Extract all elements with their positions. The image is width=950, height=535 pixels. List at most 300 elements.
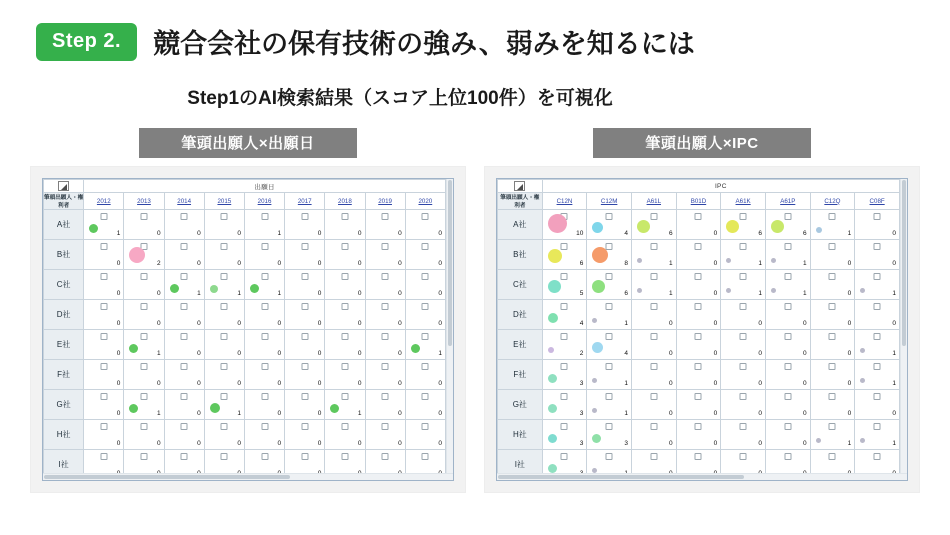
matrix-window[interactable]: [496, 178, 908, 481]
cell-checkbox[interactable]: [695, 363, 702, 370]
column-header[interactable]: 2013: [124, 193, 164, 210]
matrix-cell[interactable]: [721, 210, 766, 240]
matrix-cell[interactable]: [676, 300, 721, 330]
cell-checkbox[interactable]: [261, 333, 268, 340]
matrix-cell[interactable]: [855, 240, 900, 270]
cell-checkbox[interactable]: [100, 243, 107, 250]
matrix-cell[interactable]: [325, 390, 365, 420]
cell-checkbox[interactable]: [181, 213, 188, 220]
cell-checkbox[interactable]: [341, 243, 348, 250]
cell-checkbox[interactable]: [740, 333, 747, 340]
cell-checkbox[interactable]: [100, 333, 107, 340]
cell-checkbox[interactable]: [301, 303, 308, 310]
cell-checkbox[interactable]: [784, 363, 791, 370]
matrix-cell[interactable]: [810, 360, 855, 390]
cell-checkbox[interactable]: [740, 213, 747, 220]
matrix-cell[interactable]: [365, 210, 405, 240]
expand-icon[interactable]: [58, 181, 69, 191]
cell-checkbox[interactable]: [181, 453, 188, 460]
cell-checkbox[interactable]: [100, 273, 107, 280]
cell-checkbox[interactable]: [561, 333, 568, 340]
matrix-cell[interactable]: [244, 330, 284, 360]
expand-cell[interactable]: [44, 180, 84, 193]
cell-checkbox[interactable]: [784, 393, 791, 400]
matrix-cell[interactable]: [631, 390, 676, 420]
matrix-window[interactable]: [42, 178, 454, 481]
cell-checkbox[interactable]: [650, 243, 657, 250]
matrix-cell[interactable]: [124, 210, 164, 240]
column-header[interactable]: 2014: [164, 193, 204, 210]
row-label[interactable]: I社: [498, 450, 543, 480]
cell-checkbox[interactable]: [695, 453, 702, 460]
column-header[interactable]: C12Q: [810, 193, 855, 210]
cell-checkbox[interactable]: [341, 303, 348, 310]
cell-checkbox[interactable]: [301, 423, 308, 430]
cell-checkbox[interactable]: [606, 243, 613, 250]
matrix-cell[interactable]: [405, 390, 445, 420]
row-label[interactable]: H社: [44, 420, 84, 450]
cell-checkbox[interactable]: [784, 333, 791, 340]
column-header[interactable]: 2012: [84, 193, 124, 210]
expand-cell[interactable]: [498, 180, 543, 193]
cell-checkbox[interactable]: [181, 363, 188, 370]
matrix-cell[interactable]: [204, 420, 244, 450]
matrix-cell[interactable]: [84, 300, 124, 330]
cell-checkbox[interactable]: [606, 273, 613, 280]
matrix-cell[interactable]: [405, 360, 445, 390]
matrix-cell[interactable]: [631, 330, 676, 360]
cell-checkbox[interactable]: [695, 333, 702, 340]
matrix-cell[interactable]: [810, 300, 855, 330]
row-label[interactable]: B社: [498, 240, 543, 270]
matrix-cell[interactable]: [244, 240, 284, 270]
cell-checkbox[interactable]: [561, 453, 568, 460]
cell-checkbox[interactable]: [140, 333, 147, 340]
cell-checkbox[interactable]: [181, 423, 188, 430]
matrix-cell[interactable]: [765, 210, 810, 240]
cell-checkbox[interactable]: [422, 363, 429, 370]
matrix-cell[interactable]: [765, 240, 810, 270]
cell-checkbox[interactable]: [221, 333, 228, 340]
cell-checkbox[interactable]: [261, 213, 268, 220]
cell-checkbox[interactable]: [695, 393, 702, 400]
matrix-cell[interactable]: [721, 390, 766, 420]
matrix-cell[interactable]: [405, 240, 445, 270]
cell-checkbox[interactable]: [341, 273, 348, 280]
matrix-cell[interactable]: [676, 270, 721, 300]
cell-checkbox[interactable]: [829, 423, 836, 430]
cell-checkbox[interactable]: [606, 363, 613, 370]
horizontal-scrollbar[interactable]: [43, 473, 453, 480]
cell-checkbox[interactable]: [561, 363, 568, 370]
cell-checkbox[interactable]: [829, 303, 836, 310]
matrix-cell[interactable]: [587, 300, 632, 330]
cell-checkbox[interactable]: [784, 213, 791, 220]
row-label[interactable]: C社: [498, 270, 543, 300]
cell-checkbox[interactable]: [740, 393, 747, 400]
cell-checkbox[interactable]: [784, 423, 791, 430]
cell-checkbox[interactable]: [606, 423, 613, 430]
cell-checkbox[interactable]: [829, 453, 836, 460]
cell-checkbox[interactable]: [221, 423, 228, 430]
cell-checkbox[interactable]: [341, 363, 348, 370]
cell-checkbox[interactable]: [740, 243, 747, 250]
cell-checkbox[interactable]: [382, 273, 389, 280]
cell-checkbox[interactable]: [561, 423, 568, 430]
row-label[interactable]: F社: [498, 360, 543, 390]
matrix-cell[interactable]: [855, 330, 900, 360]
cell-checkbox[interactable]: [382, 303, 389, 310]
matrix-cell[interactable]: [405, 300, 445, 330]
matrix-cell[interactable]: [325, 420, 365, 450]
matrix-cell[interactable]: [631, 270, 676, 300]
matrix-cell[interactable]: [631, 300, 676, 330]
matrix-cell[interactable]: [244, 420, 284, 450]
cell-checkbox[interactable]: [874, 273, 881, 280]
matrix-cell[interactable]: [631, 360, 676, 390]
cell-checkbox[interactable]: [874, 303, 881, 310]
cell-checkbox[interactable]: [382, 243, 389, 250]
cell-checkbox[interactable]: [261, 243, 268, 250]
row-label[interactable]: B社: [44, 240, 84, 270]
row-label[interactable]: C社: [44, 270, 84, 300]
matrix-cell[interactable]: [810, 210, 855, 240]
matrix-cell[interactable]: [721, 360, 766, 390]
cell-checkbox[interactable]: [606, 453, 613, 460]
cell-checkbox[interactable]: [261, 423, 268, 430]
row-label[interactable]: G社: [44, 390, 84, 420]
matrix-cell[interactable]: [676, 390, 721, 420]
matrix-cell[interactable]: [204, 270, 244, 300]
cell-checkbox[interactable]: [829, 333, 836, 340]
cell-checkbox[interactable]: [422, 213, 429, 220]
cell-checkbox[interactable]: [650, 453, 657, 460]
cell-checkbox[interactable]: [221, 393, 228, 400]
matrix-cell[interactable]: [244, 300, 284, 330]
matrix-cell[interactable]: [587, 420, 632, 450]
cell-checkbox[interactable]: [422, 303, 429, 310]
cell-checkbox[interactable]: [650, 303, 657, 310]
cell-checkbox[interactable]: [874, 453, 881, 460]
cell-checkbox[interactable]: [140, 393, 147, 400]
cell-checkbox[interactable]: [695, 303, 702, 310]
matrix-cell[interactable]: [164, 420, 204, 450]
matrix-cell[interactable]: [285, 270, 325, 300]
matrix-cell[interactable]: [855, 390, 900, 420]
cell-checkbox[interactable]: [784, 243, 791, 250]
matrix-cell[interactable]: [855, 270, 900, 300]
cell-checkbox[interactable]: [341, 213, 348, 220]
matrix-cell[interactable]: [84, 420, 124, 450]
matrix-cell[interactable]: [542, 240, 587, 270]
matrix-cell[interactable]: [810, 390, 855, 420]
matrix-cell[interactable]: [855, 360, 900, 390]
cell-checkbox[interactable]: [382, 423, 389, 430]
cell-checkbox[interactable]: [181, 303, 188, 310]
cell-checkbox[interactable]: [382, 453, 389, 460]
matrix-cell[interactable]: [855, 300, 900, 330]
row-label[interactable]: H社: [498, 420, 543, 450]
cell-checkbox[interactable]: [561, 303, 568, 310]
matrix-cell[interactable]: [244, 210, 284, 240]
cell-checkbox[interactable]: [140, 303, 147, 310]
cell-checkbox[interactable]: [422, 273, 429, 280]
matrix-cell[interactable]: [676, 420, 721, 450]
cell-checkbox[interactable]: [181, 243, 188, 250]
row-label[interactable]: D社: [44, 300, 84, 330]
cell-checkbox[interactable]: [301, 243, 308, 250]
cell-checkbox[interactable]: [561, 243, 568, 250]
matrix-cell[interactable]: [365, 300, 405, 330]
matrix-cell[interactable]: [855, 420, 900, 450]
cell-checkbox[interactable]: [100, 453, 107, 460]
matrix-cell[interactable]: [587, 390, 632, 420]
matrix-cell[interactable]: [285, 210, 325, 240]
matrix-cell[interactable]: [765, 330, 810, 360]
column-header[interactable]: 2019: [365, 193, 405, 210]
cell-checkbox[interactable]: [100, 393, 107, 400]
matrix-cell[interactable]: [285, 300, 325, 330]
matrix-cell[interactable]: [325, 270, 365, 300]
matrix-cell[interactable]: [721, 240, 766, 270]
matrix-cell[interactable]: [765, 300, 810, 330]
cell-checkbox[interactable]: [261, 393, 268, 400]
row-label[interactable]: F社: [44, 360, 84, 390]
matrix-cell[interactable]: [587, 240, 632, 270]
cell-checkbox[interactable]: [181, 393, 188, 400]
cell-checkbox[interactable]: [874, 333, 881, 340]
cell-checkbox[interactable]: [422, 393, 429, 400]
matrix-cell[interactable]: [325, 360, 365, 390]
matrix-cell[interactable]: [285, 390, 325, 420]
column-header[interactable]: C12M: [587, 193, 632, 210]
matrix-cell[interactable]: [244, 390, 284, 420]
cell-checkbox[interactable]: [650, 393, 657, 400]
matrix-cell[interactable]: [631, 240, 676, 270]
cell-checkbox[interactable]: [829, 393, 836, 400]
matrix-cell[interactable]: [325, 240, 365, 270]
matrix-cell[interactable]: [542, 270, 587, 300]
cell-checkbox[interactable]: [341, 333, 348, 340]
row-label[interactable]: G社: [498, 390, 543, 420]
cell-checkbox[interactable]: [561, 393, 568, 400]
cell-checkbox[interactable]: [382, 333, 389, 340]
matrix-cell[interactable]: [405, 210, 445, 240]
cell-checkbox[interactable]: [422, 423, 429, 430]
cell-checkbox[interactable]: [606, 393, 613, 400]
matrix-cell[interactable]: [542, 330, 587, 360]
matrix-cell[interactable]: [676, 360, 721, 390]
cell-checkbox[interactable]: [695, 243, 702, 250]
row-label[interactable]: A社: [44, 210, 84, 240]
cell-checkbox[interactable]: [301, 213, 308, 220]
matrix-cell[interactable]: [204, 360, 244, 390]
matrix-cell[interactable]: [810, 420, 855, 450]
matrix-cell[interactable]: [365, 390, 405, 420]
column-header[interactable]: A61K: [721, 193, 766, 210]
cell-checkbox[interactable]: [874, 363, 881, 370]
cell-checkbox[interactable]: [221, 303, 228, 310]
cell-checkbox[interactable]: [422, 333, 429, 340]
cell-checkbox[interactable]: [650, 363, 657, 370]
matrix-cell[interactable]: [244, 360, 284, 390]
column-header[interactable]: B01D: [676, 193, 721, 210]
cell-checkbox[interactable]: [422, 453, 429, 460]
matrix-cell[interactable]: [164, 330, 204, 360]
matrix-cell[interactable]: [325, 210, 365, 240]
matrix-cell[interactable]: [124, 360, 164, 390]
column-header[interactable]: A61P: [765, 193, 810, 210]
matrix-cell[interactable]: [542, 300, 587, 330]
matrix-cell[interactable]: [405, 270, 445, 300]
cell-checkbox[interactable]: [650, 423, 657, 430]
matrix-cell[interactable]: [365, 240, 405, 270]
cell-checkbox[interactable]: [829, 243, 836, 250]
matrix-cell[interactable]: [721, 420, 766, 450]
cell-checkbox[interactable]: [829, 213, 836, 220]
column-header[interactable]: C08F: [855, 193, 900, 210]
row-label[interactable]: A社: [498, 210, 543, 240]
matrix-cell[interactable]: [631, 420, 676, 450]
matrix-cell[interactable]: [204, 330, 244, 360]
cell-checkbox[interactable]: [784, 273, 791, 280]
matrix-cell[interactable]: [365, 360, 405, 390]
matrix-cell[interactable]: [124, 420, 164, 450]
matrix-cell[interactable]: [810, 330, 855, 360]
cell-checkbox[interactable]: [140, 363, 147, 370]
cell-checkbox[interactable]: [221, 273, 228, 280]
cell-checkbox[interactable]: [695, 423, 702, 430]
matrix-cell[interactable]: [124, 270, 164, 300]
column-header[interactable]: 2020: [405, 193, 445, 210]
matrix-cell[interactable]: [587, 210, 632, 240]
cell-checkbox[interactable]: [100, 423, 107, 430]
cell-checkbox[interactable]: [261, 303, 268, 310]
matrix-cell[interactable]: [631, 210, 676, 240]
matrix-cell[interactable]: [204, 210, 244, 240]
cell-checkbox[interactable]: [301, 393, 308, 400]
matrix-cell[interactable]: [84, 390, 124, 420]
cell-checkbox[interactable]: [874, 393, 881, 400]
matrix-cell[interactable]: [542, 420, 587, 450]
cell-checkbox[interactable]: [740, 363, 747, 370]
row-label[interactable]: D社: [498, 300, 543, 330]
column-header[interactable]: C12N: [542, 193, 587, 210]
cell-checkbox[interactable]: [341, 453, 348, 460]
vertical-scrollbar[interactable]: [900, 179, 907, 480]
matrix-cell[interactable]: [765, 360, 810, 390]
horizontal-scrollbar[interactable]: [497, 473, 907, 480]
matrix-cell[interactable]: [721, 330, 766, 360]
cell-checkbox[interactable]: [422, 243, 429, 250]
matrix-cell[interactable]: [405, 420, 445, 450]
matrix-cell[interactable]: [855, 210, 900, 240]
cell-checkbox[interactable]: [301, 453, 308, 460]
cell-checkbox[interactable]: [784, 303, 791, 310]
matrix-cell[interactable]: [124, 300, 164, 330]
cell-checkbox[interactable]: [382, 393, 389, 400]
cell-checkbox[interactable]: [650, 273, 657, 280]
column-header[interactable]: A61L: [631, 193, 676, 210]
cell-checkbox[interactable]: [140, 273, 147, 280]
matrix-cell[interactable]: [84, 330, 124, 360]
matrix-cell[interactable]: [124, 390, 164, 420]
cell-checkbox[interactable]: [606, 213, 613, 220]
row-label[interactable]: E社: [44, 330, 84, 360]
cell-checkbox[interactable]: [261, 363, 268, 370]
cell-checkbox[interactable]: [650, 333, 657, 340]
cell-checkbox[interactable]: [829, 273, 836, 280]
matrix-cell[interactable]: [542, 210, 587, 240]
cell-checkbox[interactable]: [382, 213, 389, 220]
cell-checkbox[interactable]: [181, 273, 188, 280]
matrix-cell[interactable]: [285, 360, 325, 390]
expand-icon[interactable]: [514, 181, 525, 191]
matrix-cell[interactable]: [676, 210, 721, 240]
matrix-cell[interactable]: [164, 240, 204, 270]
cell-checkbox[interactable]: [301, 333, 308, 340]
matrix-cell[interactable]: [542, 390, 587, 420]
cell-checkbox[interactable]: [606, 303, 613, 310]
matrix-cell[interactable]: [285, 330, 325, 360]
cell-checkbox[interactable]: [874, 213, 881, 220]
vertical-scrollbar[interactable]: [446, 179, 453, 480]
cell-checkbox[interactable]: [301, 273, 308, 280]
cell-checkbox[interactable]: [650, 213, 657, 220]
matrix-cell[interactable]: [84, 240, 124, 270]
cell-checkbox[interactable]: [100, 363, 107, 370]
cell-checkbox[interactable]: [221, 363, 228, 370]
matrix-cell[interactable]: [285, 240, 325, 270]
matrix-cell[interactable]: [164, 300, 204, 330]
matrix-cell[interactable]: [587, 270, 632, 300]
matrix-cell[interactable]: [84, 270, 124, 300]
cell-checkbox[interactable]: [695, 273, 702, 280]
cell-checkbox[interactable]: [261, 453, 268, 460]
cell-checkbox[interactable]: [140, 213, 147, 220]
cell-checkbox[interactable]: [221, 213, 228, 220]
cell-checkbox[interactable]: [341, 423, 348, 430]
cell-checkbox[interactable]: [829, 363, 836, 370]
matrix-cell[interactable]: [164, 210, 204, 240]
matrix-cell[interactable]: [365, 330, 405, 360]
matrix-cell[interactable]: [124, 240, 164, 270]
matrix-cell[interactable]: [587, 360, 632, 390]
row-label[interactable]: I社: [44, 450, 84, 480]
cell-checkbox[interactable]: [561, 273, 568, 280]
cell-checkbox[interactable]: [740, 273, 747, 280]
matrix-cell[interactable]: [765, 390, 810, 420]
cell-checkbox[interactable]: [341, 393, 348, 400]
matrix-cell[interactable]: [325, 300, 365, 330]
cell-checkbox[interactable]: [740, 303, 747, 310]
column-header[interactable]: 2015: [204, 193, 244, 210]
matrix-cell[interactable]: [721, 300, 766, 330]
cell-checkbox[interactable]: [221, 243, 228, 250]
cell-checkbox[interactable]: [100, 303, 107, 310]
matrix-cell[interactable]: [542, 360, 587, 390]
matrix-cell[interactable]: [204, 240, 244, 270]
cell-checkbox[interactable]: [221, 453, 228, 460]
matrix-cell[interactable]: [676, 240, 721, 270]
column-header[interactable]: 2016: [244, 193, 284, 210]
matrix-cell[interactable]: [164, 390, 204, 420]
cell-checkbox[interactable]: [740, 453, 747, 460]
column-header[interactable]: 2017: [285, 193, 325, 210]
cell-checkbox[interactable]: [261, 273, 268, 280]
cell-checkbox[interactable]: [874, 243, 881, 250]
cell-checkbox[interactable]: [695, 213, 702, 220]
